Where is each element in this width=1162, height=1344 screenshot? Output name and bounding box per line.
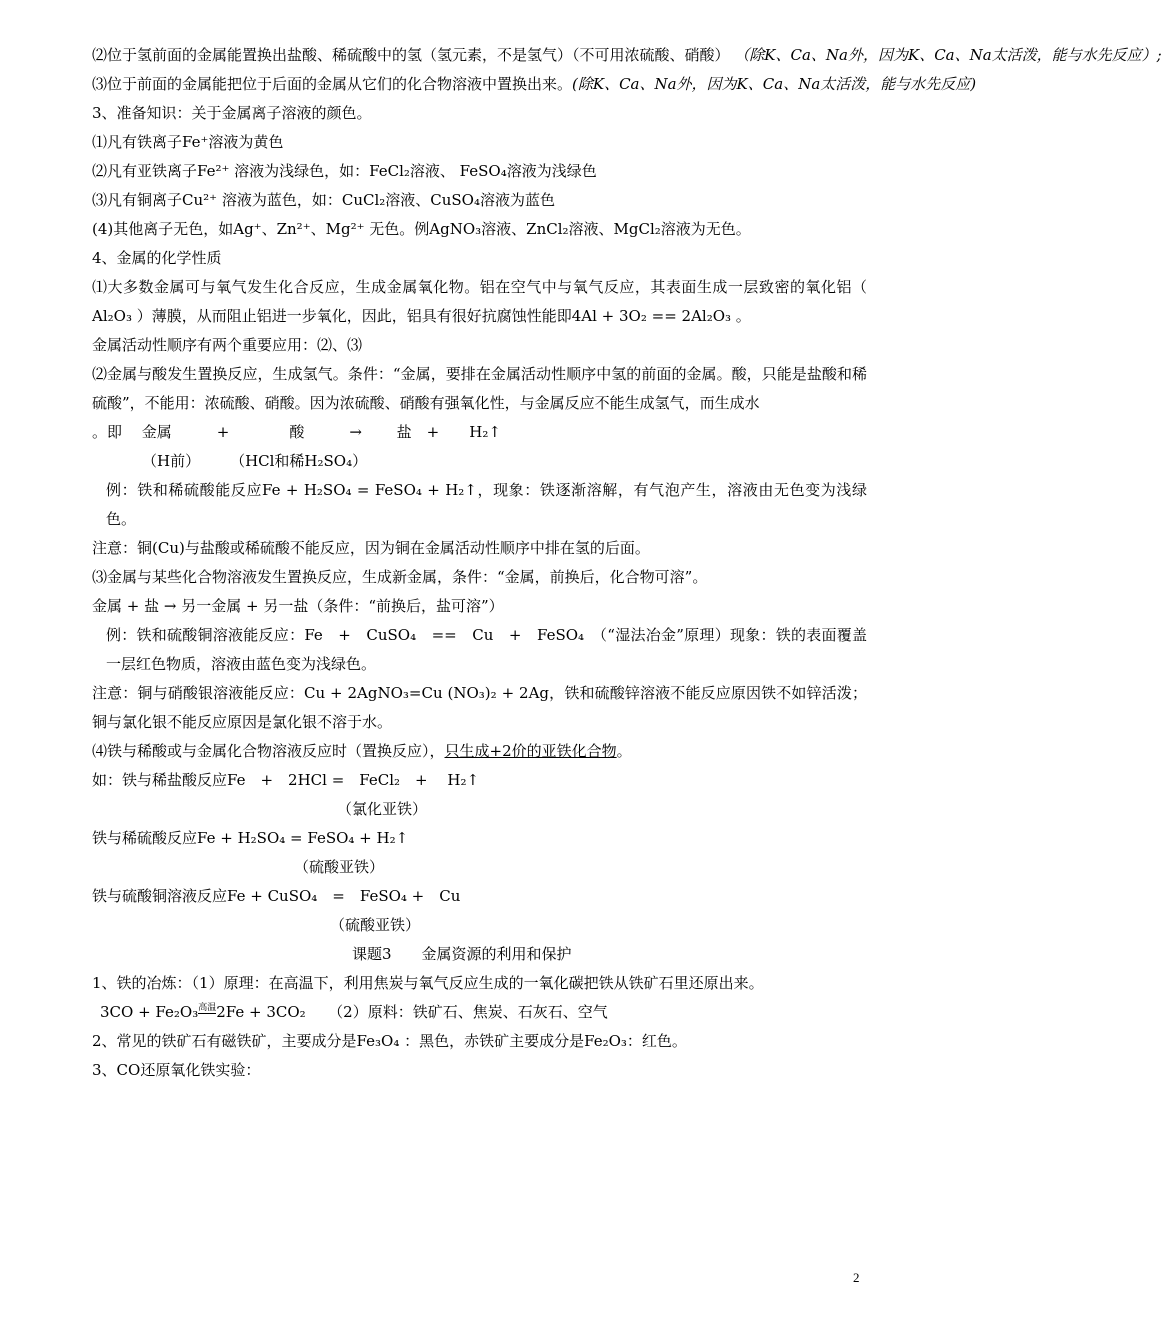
reaction-iron-hcl: 如：铁与稀盐酸反应Fe + 2HCl = FeCl₂ + H₂↑: [92, 771, 480, 789]
reaction-iron-hcl-product: （氯化亚铁）: [337, 800, 428, 818]
document-body: [92, 40, 1162, 1085]
reaction-iron-cuso4: 铁与硫酸铜溶液反应Fe + CuSO₄ = FeSO₄ + Cu: [92, 887, 461, 905]
reaction-iron-h2so4-product: （硫酸亚铁）: [294, 858, 385, 876]
point-2-hydrogen: [92, 40, 1162, 70]
iron-ores: 2、常见的铁矿石有磁铁矿，主要成分是Fe₃O₄ ：黑色，赤铁矿主要成分是Fe₂O₃：红色。: [92, 1032, 687, 1050]
property-1-oxygen: ⑴大多数金属可与氧气发生化合反应，生成金属氧化物。铝在空气中与氧气反应，其表面生成一层致密的氧化铝（ Al₂O₃ ）薄膜，从而阻止铝进一步氧化，因此，铝具有很好抗腐蚀性能即4Al + 3O₂ == 2Al₂O₃ 。: [92, 278, 867, 325]
iron-smelting-principle: 1、铁的冶炼：（1）原理：在高温下，利用焦炭与氧气反应生成的一氧化碳把铁从铁矿石里还原出来。: [92, 974, 764, 992]
iron-smelting-equation: [92, 998, 867, 1027]
equation-condition: 高温: [198, 1003, 217, 1013]
color-item-1: ⑴凡有铁离子Fe⁺溶液为黄色: [92, 133, 284, 151]
property-3-salt: ⑶金属与某些化合物溶液发生置换反应，生成新金属，条件：“金属，前换后，化合物可溶”。: [92, 568, 708, 586]
point-3-displacement: [92, 70, 977, 99]
color-item-4: (4)其他离子无色，如Ag⁺、Zn²⁺、Mg²⁺ 无色。例AgNO₃溶液、ZnCl₂溶液、MgCl₂溶液为无色。: [92, 220, 751, 238]
color-item-3: ⑶凡有铜离子Cu²⁺ 溶液为蓝色，如：CuCl₂溶液、CuSO₄溶液为蓝色: [92, 191, 555, 209]
property-4-ferrous: [92, 737, 867, 766]
example-iron-sulfuric: 例：铁和稀硫酸能反应Fe + H₂SO₄ = FeSO₄ + H₂↑，现象：铁逐渐溶解，有气泡产生，溶液由无色变为浅绿色。: [106, 481, 867, 528]
lesson-3-title: 课题3 金属资源的利用和保护: [352, 945, 572, 963]
note-copper-acid: 注意：铜(Cu)与盐酸或稀硫酸不能反应，因为铜在金属活动性顺序中排在氢的后面。: [92, 539, 650, 557]
equation-products-and-materials: 2Fe + 3CO₂ （2）原料：铁矿石、焦炭、石灰石、空气: [216, 1003, 608, 1021]
point-2-text: ⑵位于氢前面的金属能置换出盐酸、稀硫酸中的氢（氢元素，不是氢气）（不可用浓硫酸、硝酸）: [92, 46, 730, 64]
property-4-text: ⑷铁与稀酸或与金属化合物溶液反应时（置换反应），: [92, 742, 445, 760]
equation-metal-salt: 金属 + 盐 → 另一金属 + 另一盐（条件：“前换后，盐可溶”）: [92, 597, 504, 615]
color-item-2: ⑵凡有亚铁离子Fe²⁺ 溶液为浅绿色，如：FeCl₂溶液、 FeSO₄溶液为浅绿色: [92, 162, 597, 180]
example-iron-copper-sulfate: 例：铁和硫酸铜溶液能反应：Fe + CuSO₄ == Cu + FeSO₄ （“湿法冶金”原理）现象：铁的表面覆盖一层红色物质，溶液由蓝色变为浅绿色。: [106, 626, 867, 673]
section-4-heading: 4、金属的化学性质: [92, 249, 222, 267]
page-number: 2: [853, 1270, 860, 1285]
equation-reactants: 3CO + Fe₂O₃: [100, 1003, 199, 1021]
reaction-iron-cuso4-product: （硫酸亚铁）: [330, 916, 421, 934]
note-copper-silver: 注意：铜与硝酸银溶液能反应：Cu + 2AgNO₃=Cu (NO₃)₂ + 2Ag，铁和硫酸锌溶液不能反应原因铁不如锌活泼；铜与氯化银不能反应原因是氯化银不溶于水。: [92, 684, 867, 731]
property-4-end: 。: [616, 742, 632, 760]
equation-metal-acid-conditions: （H前） （HCl和稀H₂SO₄）: [142, 452, 368, 470]
section-3-heading: 3、准备知识：关于金属离子溶液的颜色。: [92, 104, 372, 122]
activity-series-applications: 金属活动性顺序有两个重要应用：⑵、⑶: [92, 336, 363, 354]
property-2-acid: ⑵金属与酸发生置换反应，生成氢气。条件：“金属，要排在金属活动性顺序中氢的前面的金属。酸，只能是盐酸和稀硫酸”，不能用：浓硫酸、硝酸。因为浓硫酸、硝酸有强氧化性，与金属反应不能生成氢气，而生成水: [92, 365, 867, 412]
property-4-underlined: 只生成+2价的亚铁化合物: [444, 742, 617, 760]
equation-metal-acid: 。即 金属 + 酸 → 盐 + H₂↑: [92, 423, 501, 441]
co-reduction-experiment: 3、CO还原氧化铁实验：: [92, 1061, 261, 1079]
point-3-text: ⑶位于前面的金属能把位于后面的金属从它们的化合物溶液中置换出来。: [92, 75, 573, 93]
point-3-note: (除K、Ca、Na外，因为K、Ca、Na太活泼，能与水先反应): [572, 75, 977, 93]
reaction-iron-h2so4: 铁与稀硫酸反应Fe + H₂SO₄ = FeSO₄ + H₂↑: [92, 829, 409, 847]
point-2-note: （除K、Ca、Na外，因为K、Ca、Na太活泼，能与水先反应）;: [734, 46, 1162, 64]
